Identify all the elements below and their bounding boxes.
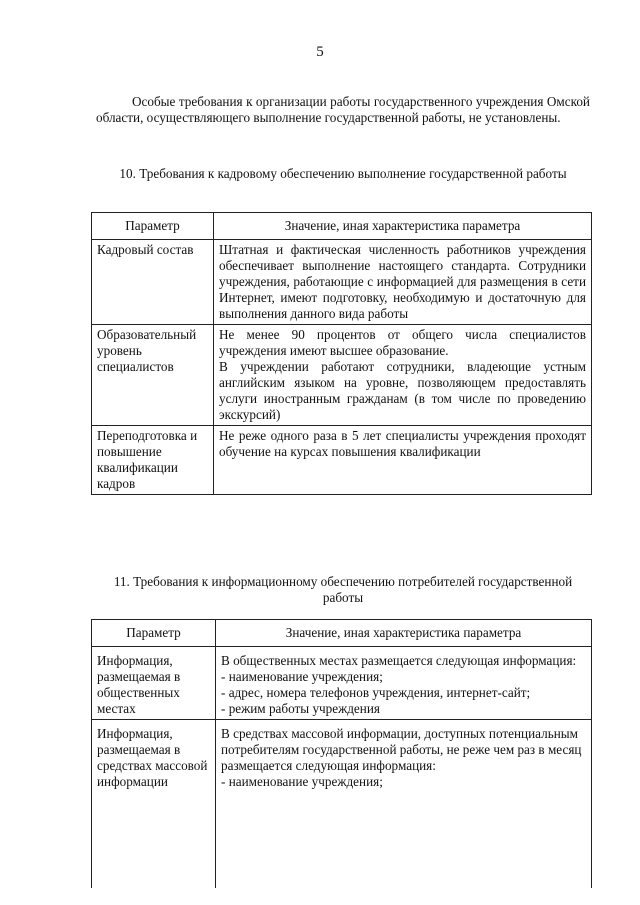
value-line: - наименование учреждения; <box>221 774 383 789</box>
header-value: Значение, иная характеристика параметра <box>216 620 592 647</box>
value-cell <box>214 325 592 426</box>
table-row <box>92 720 592 889</box>
value-cell: Не реже одного раза в 5 лет специалисты учреждения проходят обучение на курсах повышения квалификации <box>214 426 592 495</box>
table-row <box>92 426 592 495</box>
param-cell: Информация, размещаемая в общественных местах <box>92 647 216 720</box>
section-10-title: 10. Требования к кадровому обеспечению выполнение государственной работы <box>119 166 567 181</box>
table-header-row <box>92 620 592 647</box>
param-cell: Информация, размещаемая в средствах массовой информации <box>92 720 216 889</box>
table-row <box>92 325 592 426</box>
value-line: - режим работы учреждения <box>221 701 380 716</box>
value-line: В общественных местах размещается следующая информация: <box>221 653 577 668</box>
header-parameter: Параметр <box>92 620 216 647</box>
value-cell <box>216 647 592 720</box>
intro-text: Особые требования к организации работы государственного учреждения Омской области, осуществляющего выполнение государственной работы, не установлены. <box>96 94 590 125</box>
table-row <box>92 647 592 720</box>
table-row <box>92 240 592 325</box>
param-cell: Кадровый состав <box>92 240 214 325</box>
value-line: - наименование учреждения; <box>221 669 383 684</box>
value-cell: Штатная и фактическая численность работников учреждения обеспечивает выполнение настоящего стандарта. Сотрудники учреждения, работающие с информацией для размещения в сети Интернет, имеют подготовку, необходимую и достаточную для выполнения данного вида работы <box>214 240 592 325</box>
page-number: 5 <box>316 44 324 60</box>
value-line: В учреждении работают сотрудники, владеющие устным английским языком на уровне, позволяющем предоставлять услуги иностранным гражданам (в том числе по проведению экскурсий) <box>219 359 586 422</box>
information-requirements-table <box>91 619 592 888</box>
header-value: Значение, иная характеристика параметра <box>214 213 592 240</box>
staffing-requirements-table <box>91 212 592 495</box>
param-cell: Образовательный уровень специалистов <box>92 325 214 426</box>
value-line: Не менее 90 процентов от общего числа специалистов учреждения имеют высшее образование. <box>219 327 586 358</box>
param-cell: Переподготовка и повышение квалификации кадров <box>92 426 214 495</box>
value-cell <box>216 720 592 889</box>
section-11-title: 11. Требования к информационному обеспечению потребителей государственной работы <box>113 574 573 605</box>
intro-paragraph <box>96 94 590 126</box>
value-line: В средствах массовой информации, доступных потенциальным потребителям государственной работы, не реже чем раз в месяц размещается следующая информация: <box>221 726 582 773</box>
value-line: - адрес, номера телефонов учреждения, интернет-сайт; <box>221 685 531 700</box>
header-parameter: Параметр <box>92 213 214 240</box>
table-header-row <box>92 213 592 240</box>
